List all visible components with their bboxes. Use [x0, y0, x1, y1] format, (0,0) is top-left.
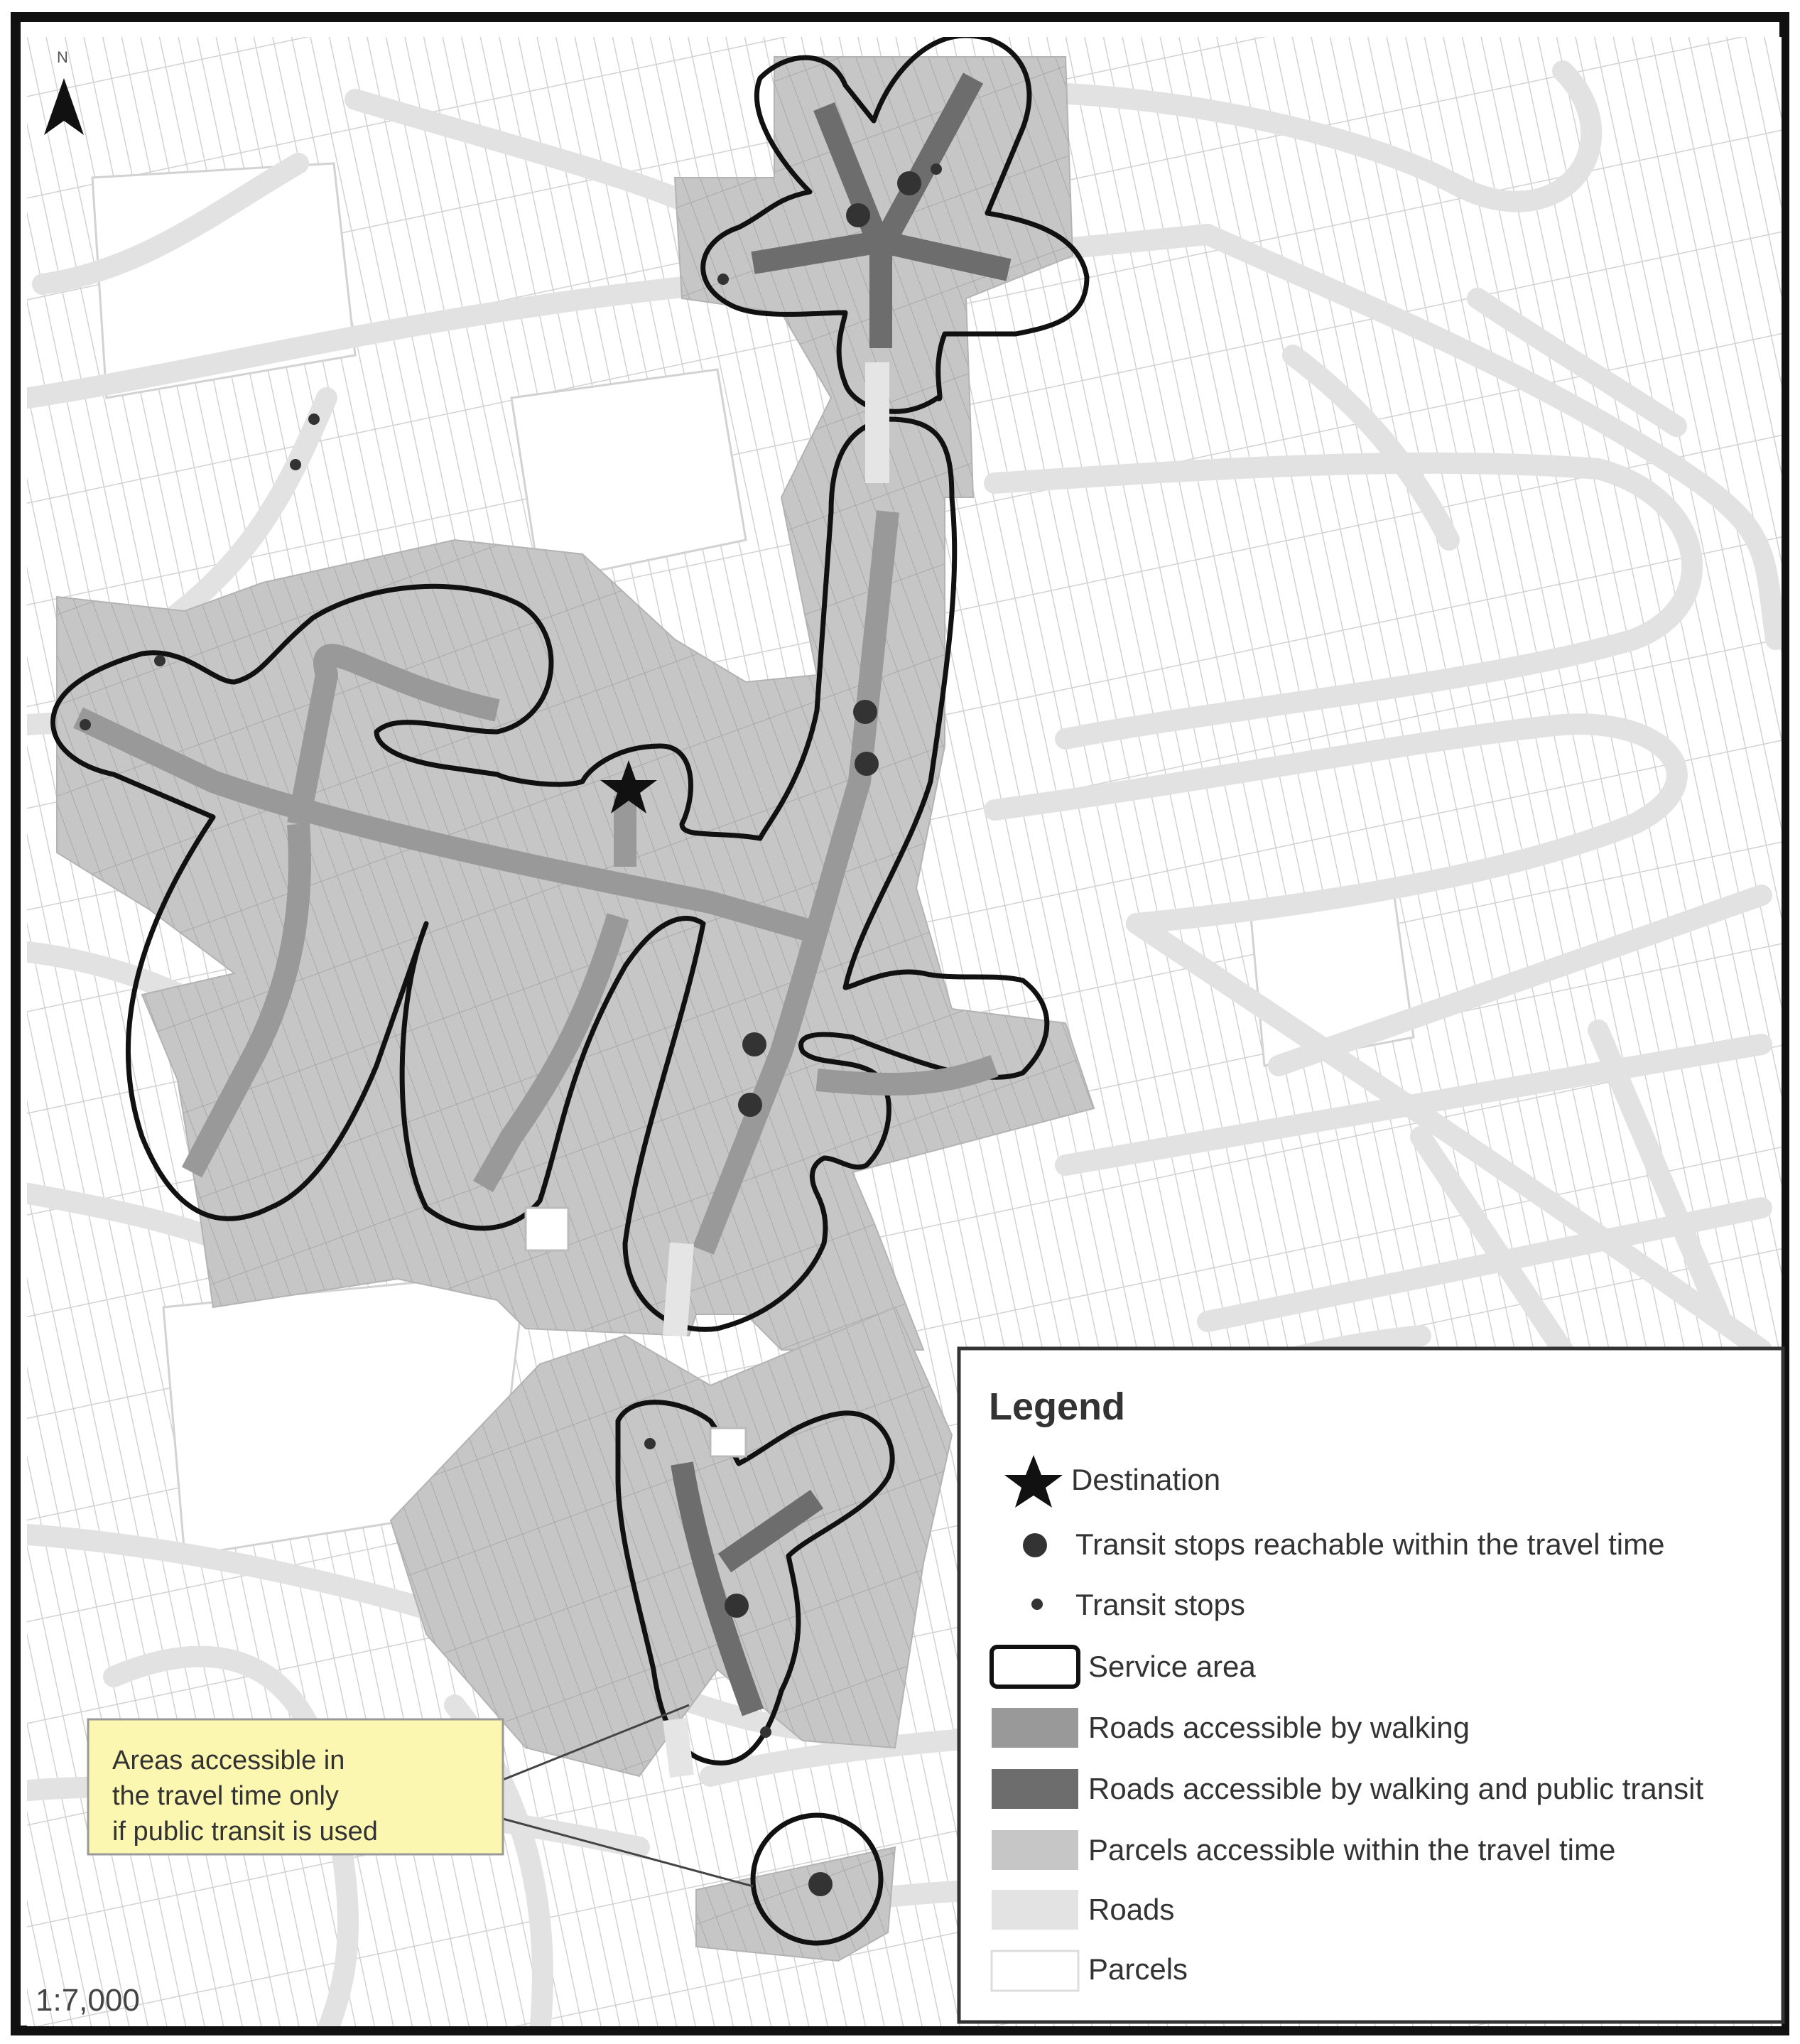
- legend-small-dot-icon: [1031, 1599, 1043, 1610]
- callout-line-3: if public transit is used: [112, 1817, 378, 1846]
- legend-parcels-swatch: [992, 1951, 1078, 1991]
- legend-item-transit-stops: Transit stops: [1075, 1588, 1245, 1621]
- legend-title: Legend: [989, 1385, 1126, 1428]
- legend-walk-roads-swatch: [992, 1708, 1078, 1748]
- legend-item-roads: Roads: [1088, 1893, 1175, 1926]
- legend-transit-roads-swatch: [992, 1769, 1078, 1809]
- legend-large-dot-icon: [1023, 1533, 1047, 1557]
- legend: [959, 1348, 1783, 2022]
- legend-accessible-parcels-swatch: [992, 1830, 1078, 1870]
- legend-item-destination: Destination: [1071, 1463, 1221, 1496]
- callout-line-1: Areas accessible in: [112, 1746, 345, 1775]
- legend-item-walk-roads: Roads accessible by walking: [1088, 1711, 1470, 1744]
- north-label: N: [57, 48, 68, 66]
- legend-item-transit-roads: Roads accessible by walking and public transit: [1088, 1772, 1704, 1805]
- legend-box: [959, 1348, 1783, 2022]
- scale-label: 1:7,000: [36, 1983, 140, 2018]
- callout-line-2: the travel time only: [112, 1781, 339, 1811]
- legend-service-area-swatch: [992, 1647, 1078, 1687]
- legend-roads-swatch: [992, 1890, 1078, 1930]
- legend-item-reachable-stops: Transit stops reachable within the travel time: [1075, 1527, 1665, 1561]
- legend-item-parcels: Parcels: [1088, 1952, 1188, 1986]
- legend-item-service-area: Service area: [1088, 1650, 1256, 1683]
- legend-item-accessible-parcels: Parcels accessible within the travel time: [1088, 1833, 1616, 1866]
